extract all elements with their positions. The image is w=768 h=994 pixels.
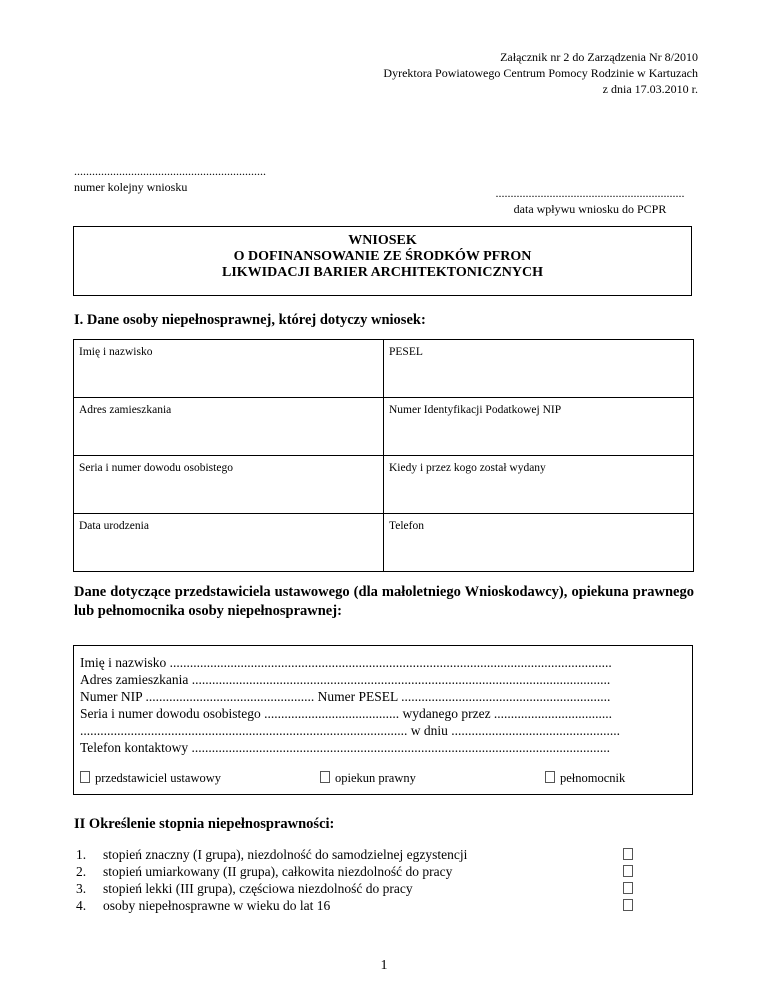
field-nip[interactable]: Numer Identyfikacji Podatkowej NIP: [384, 398, 694, 456]
field-pesel[interactable]: PESEL: [384, 340, 694, 398]
representative-heading: Dane dotyczące przedstawiciela ustawowego (dla małoletniego Wnioskodawcy), opiekuna prawnego lub pełnomocnika osoby niepełnosprawnej:: [74, 584, 694, 619]
option-label: przedstawiciel ustawowy: [95, 771, 222, 785]
receipt-date-field[interactable]: ...............................................................: [495, 186, 685, 200]
table-row: [74, 340, 694, 398]
field-full-name[interactable]: Imię i nazwisko: [74, 340, 384, 398]
item-number: 2.: [76, 864, 87, 879]
field-birth-date[interactable]: Data urodzenia: [74, 514, 384, 572]
item-text: stopień lekki (III grupa), częściowa niezdolność do pracy: [103, 881, 413, 896]
option-label: opiekun prawny: [335, 771, 416, 785]
section-2-heading: II Określenie stopnia niepełnosprawności:: [74, 816, 335, 832]
document-title-line: LIKWIDACJI BARIER ARCHITEKTONICZNYCH: [221, 265, 544, 280]
item-number: 1.: [76, 847, 87, 862]
document-title-line: O DOFINANSOWANIE ZE ŚRODKÓW PFRON: [233, 249, 532, 264]
checkbox-icon[interactable]: [623, 865, 633, 877]
field-address[interactable]: Adres zamieszkania: [74, 398, 384, 456]
representative-box: [73, 645, 693, 795]
list-item: [76, 897, 643, 914]
attachment-note-line: z dnia 17.03.2010 r.: [602, 82, 698, 96]
disability-degree-list: [76, 846, 643, 914]
table-row: [74, 398, 694, 456]
checkbox-icon[interactable]: [623, 899, 633, 911]
item-number: 4.: [76, 898, 87, 913]
item-text: osoby niepełnosprawne w wieku do lat 16: [103, 898, 331, 913]
field-id-number[interactable]: Seria i numer dowodu osobistego: [74, 456, 384, 514]
table-row: [74, 514, 694, 572]
rep-id-line[interactable]: Seria i numer dowodu osobistego ........................................ wydanego przez ...................................: [80, 706, 613, 721]
attachment-note: [278, 49, 698, 97]
list-item: [76, 880, 643, 897]
section-1-heading: I. Dane osoby niepełnosprawnej, której dotyczy wniosek:: [74, 312, 426, 328]
application-number-label: numer kolejny wniosku: [74, 180, 188, 194]
checkbox-icon[interactable]: [623, 848, 633, 860]
checkbox-icon[interactable]: [320, 771, 330, 783]
page-number: 1: [380, 958, 388, 973]
item-number: 3.: [76, 881, 87, 896]
item-text: stopień umiarkowany (II grupa), całkowita niezdolność do pracy: [103, 864, 453, 879]
list-item: [76, 846, 643, 863]
checkbox-icon[interactable]: [545, 771, 555, 783]
document-title-box: [73, 226, 692, 296]
option-legal-representative[interactable]: [80, 770, 320, 787]
representative-type-options: [80, 770, 686, 787]
receipt-date-label: data wpływu wniosku do PCPR: [513, 202, 667, 216]
field-phone[interactable]: Telefon: [384, 514, 694, 572]
receipt-date-block: [482, 185, 698, 217]
table-row: [74, 456, 694, 514]
list-item: [76, 863, 643, 880]
rep-nip-pesel-line[interactable]: Numer NIP .................................................. Numer PESEL ..............................................................: [80, 689, 611, 704]
checkbox-icon[interactable]: [623, 882, 633, 894]
field-id-issued[interactable]: Kiedy i przez kogo został wydany: [384, 456, 694, 514]
rep-address-line[interactable]: Adres zamieszkania ............................................................................................................................: [80, 672, 611, 687]
option-legal-guardian[interactable]: [320, 770, 545, 787]
option-proxy[interactable]: [545, 770, 625, 787]
document-title-line: WNIOSEK: [348, 233, 417, 248]
option-label: pełnomocnik: [560, 771, 626, 785]
rep-issue-date-line[interactable]: ................................................................................................. w dniu ..................................................: [80, 723, 620, 738]
attachment-note-line: Dyrektora Powiatowego Centrum Pomocy Rodzinie w Kartuzach: [383, 66, 698, 80]
person-data-table: [73, 339, 694, 572]
rep-phone-line[interactable]: Telefon kontaktowy ............................................................................................................................: [80, 740, 611, 755]
item-text: stopień znaczny (I grupa), niezdolność do samodzielnej egzystencji: [103, 847, 468, 862]
application-number-block: [74, 163, 266, 195]
checkbox-icon[interactable]: [80, 771, 90, 783]
attachment-note-line: Załącznik nr 2 do Zarządzenia Nr 8/2010: [500, 50, 698, 64]
rep-name-line[interactable]: Imię i nazwisko ...................................................................................................................................: [80, 655, 612, 670]
application-number-field[interactable]: ................................................................: [74, 164, 266, 178]
